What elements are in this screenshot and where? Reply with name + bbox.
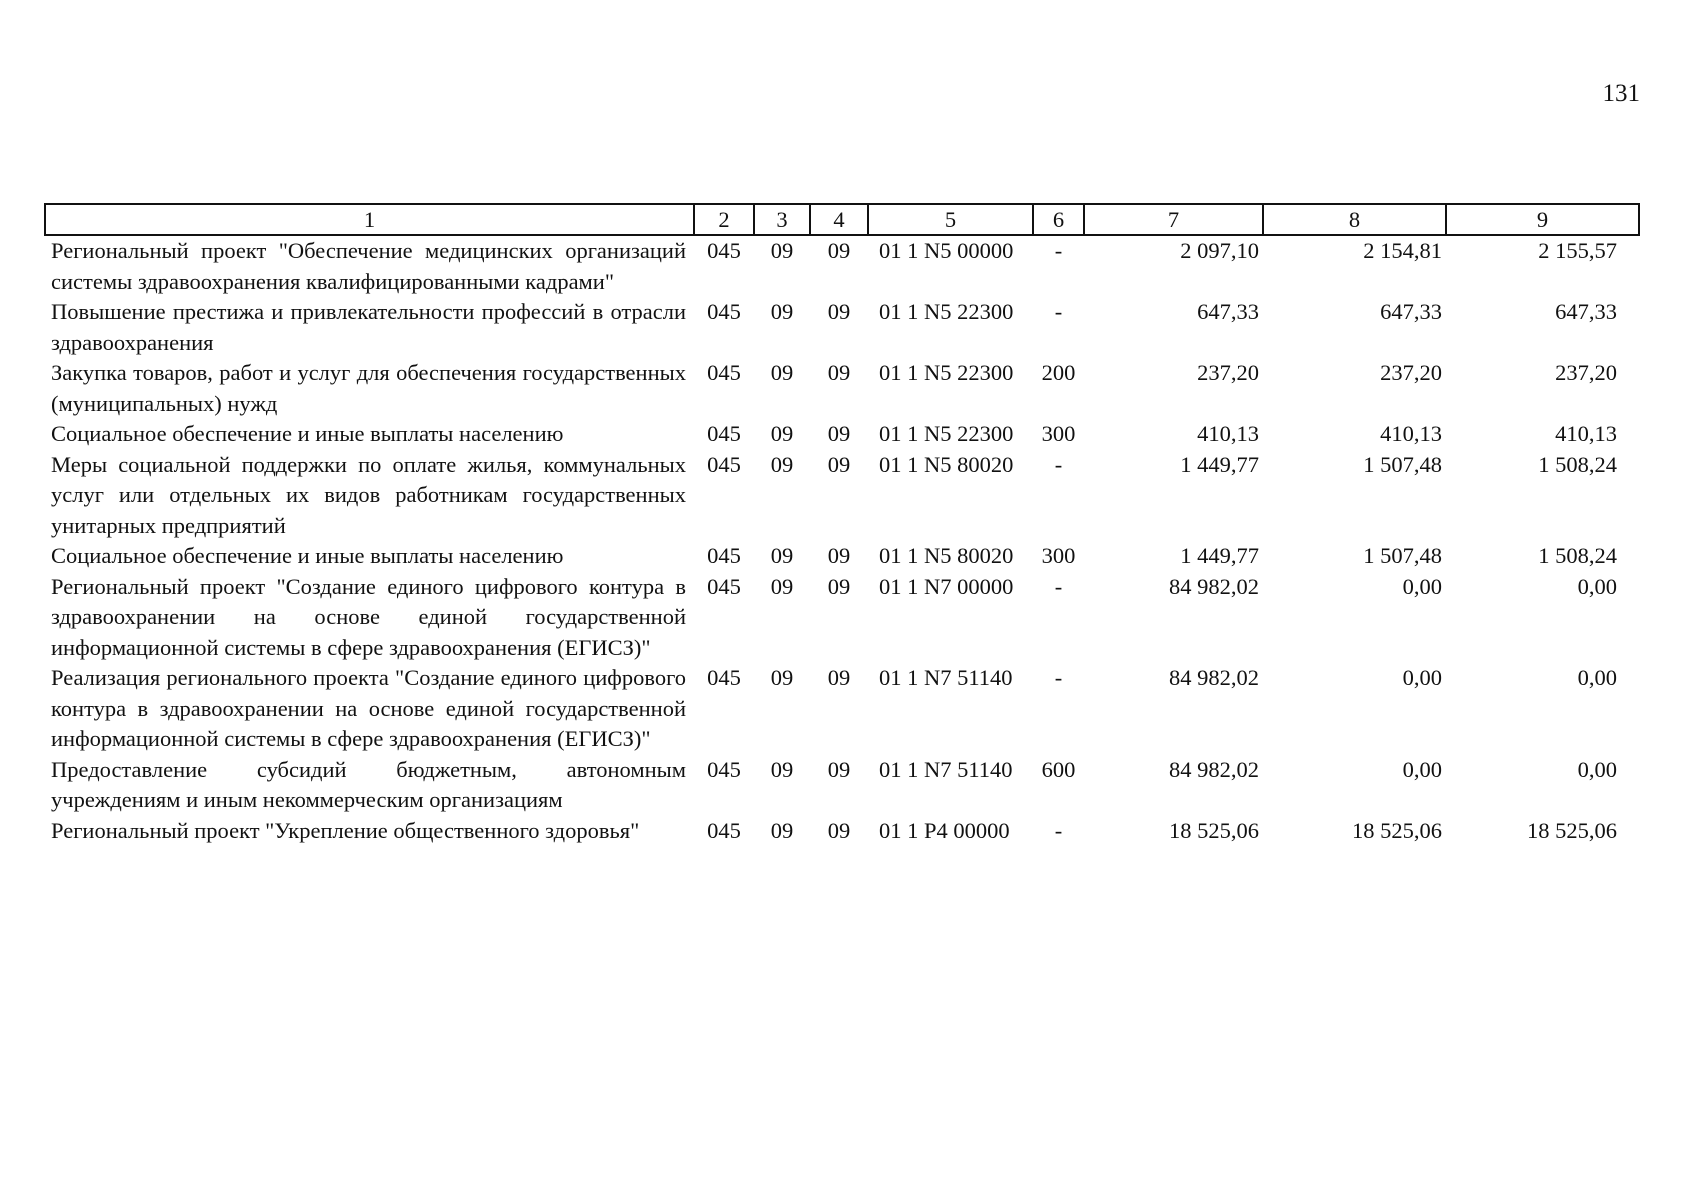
table-row xyxy=(45,450,1639,542)
cell-amount-1: 237,20 xyxy=(1197,360,1259,385)
cell-section: 09 xyxy=(770,665,794,690)
table-row xyxy=(45,816,1639,847)
cell-amount-2: 1 507,48 xyxy=(1363,543,1442,568)
cell-expense-type: 200 xyxy=(1041,360,1076,385)
cell-ministry-code: 045 xyxy=(707,573,741,599)
cell-amount-2: 1 507,48 xyxy=(1363,451,1442,477)
cell-expense-type: 300 xyxy=(1041,543,1076,568)
cell-amount-3: 0,00 xyxy=(1577,573,1617,599)
page-number: 131 xyxy=(1602,80,1640,107)
cell-target-article: 01 1 N5 00000 xyxy=(879,238,1014,263)
cell-section: 09 xyxy=(770,238,794,263)
cell-amount-1: 84 982,02 xyxy=(1169,573,1259,599)
cell-ministry-code: 045 xyxy=(707,360,741,385)
table-row xyxy=(45,358,1639,419)
cell-expense-type: - xyxy=(1054,299,1063,324)
cell-name: Региональный проект "Укрепление общественного здоровья" xyxy=(51,817,640,843)
cell-amount-1: 2 097,10 xyxy=(1180,238,1259,263)
cell-ministry-code: 045 xyxy=(707,543,741,568)
cell-expense-type: - xyxy=(1054,573,1063,599)
cell-target-article: 01 1 N5 22300 xyxy=(879,360,1014,385)
cell-amount-2: 647,33 xyxy=(1380,299,1442,324)
cell-amount-3: 2 155,57 xyxy=(1538,238,1617,263)
cell-amount-1: 18 525,06 xyxy=(1169,817,1259,843)
cell-subsection: 09 xyxy=(827,299,851,324)
cell-amount-3: 647,33 xyxy=(1555,299,1617,324)
cell-ministry-code: 045 xyxy=(707,238,741,263)
cell-target-article: 01 1 N7 51140 xyxy=(879,756,1013,782)
cell-amount-3: 0,00 xyxy=(1577,665,1617,690)
cell-section: 09 xyxy=(770,299,794,324)
header-col-8: 8 xyxy=(1263,204,1446,235)
header-row xyxy=(45,204,1639,235)
cell-amount-3: 237,20 xyxy=(1555,360,1617,385)
cell-amount-1: 1 449,77 xyxy=(1180,451,1259,477)
cell-expense-type: 300 xyxy=(1041,421,1076,446)
cell-amount-2: 2 154,81 xyxy=(1363,238,1442,263)
cell-subsection: 09 xyxy=(827,543,851,568)
cell-name: Региональный проект "Создание единого цифрового контура в здравоохранении на основе единой государственной информационной системы в сфере здравоохранения (ЕГИСЗ)" xyxy=(51,573,686,660)
table-row xyxy=(45,572,1639,664)
cell-amount-3: 1 508,24 xyxy=(1538,543,1617,568)
cell-amount-2: 237,20 xyxy=(1380,360,1442,385)
cell-section: 09 xyxy=(770,451,794,477)
cell-ministry-code: 045 xyxy=(707,421,741,446)
cell-amount-2: 0,00 xyxy=(1402,665,1442,690)
cell-amount-2: 410,13 xyxy=(1380,421,1442,446)
cell-expense-type: 600 xyxy=(1041,756,1076,782)
table-header xyxy=(45,204,1639,235)
header-col-6: 6 xyxy=(1033,204,1084,235)
header-col-7: 7 xyxy=(1084,204,1263,235)
table-body xyxy=(45,235,1639,846)
cell-section: 09 xyxy=(770,573,794,599)
cell-name: Региональный проект "Обеспечение медицинских организаций системы здравоохранения квалифицированными кадрами" xyxy=(51,238,686,294)
cell-amount-2: 0,00 xyxy=(1402,756,1442,782)
cell-subsection: 09 xyxy=(827,665,851,690)
cell-target-article: 01 1 N5 80020 xyxy=(879,543,1014,568)
cell-target-article: 01 1 P4 00000 xyxy=(879,817,1010,843)
cell-ministry-code: 045 xyxy=(707,299,741,324)
cell-target-article: 01 1 N5 22300 xyxy=(879,299,1014,324)
table-row xyxy=(45,541,1639,572)
table-row xyxy=(45,235,1639,297)
cell-section: 09 xyxy=(770,360,794,385)
cell-expense-type: - xyxy=(1054,817,1063,843)
cell-amount-3: 1 508,24 xyxy=(1538,451,1617,477)
cell-name: Закупка товаров, работ и услуг для обеспечения государственных (муниципальных) нужд xyxy=(51,360,686,416)
cell-target-article: 01 1 N5 80020 xyxy=(879,451,1014,477)
cell-section: 09 xyxy=(770,543,794,568)
cell-name: Меры социальной поддержки по оплате жилья, коммунальных услуг или отдельных их видов работникам государственных унитарных предприятий xyxy=(51,451,686,538)
header-col-4: 4 xyxy=(810,204,868,235)
cell-target-article: 01 1 N7 00000 xyxy=(879,573,1014,599)
cell-ministry-code: 045 xyxy=(707,451,741,477)
table-row xyxy=(45,755,1639,816)
cell-name: Повышение престижа и привлекательности профессий в отрасли здравоохранения xyxy=(51,299,686,355)
cell-section: 09 xyxy=(770,421,794,446)
table-row xyxy=(45,663,1639,755)
cell-ministry-code: 045 xyxy=(707,665,741,690)
cell-subsection: 09 xyxy=(827,756,851,782)
table-row xyxy=(45,419,1639,450)
cell-amount-3: 18 525,06 xyxy=(1527,817,1617,843)
cell-subsection: 09 xyxy=(827,238,851,263)
header-col-2: 2 xyxy=(694,204,754,235)
cell-expense-type: - xyxy=(1054,238,1063,263)
cell-subsection: 09 xyxy=(827,573,851,599)
cell-subsection: 09 xyxy=(827,421,851,446)
cell-subsection: 09 xyxy=(827,817,851,843)
cell-amount-3: 0,00 xyxy=(1577,756,1617,782)
cell-section: 09 xyxy=(770,756,794,782)
header-col-1: 1 xyxy=(45,204,694,235)
cell-expense-type: - xyxy=(1054,451,1063,477)
budget-table xyxy=(44,203,1640,846)
cell-amount-2: 18 525,06 xyxy=(1352,817,1442,843)
cell-amount-1: 410,13 xyxy=(1197,421,1259,446)
cell-subsection: 09 xyxy=(827,451,851,477)
cell-amount-3: 410,13 xyxy=(1555,421,1617,446)
cell-expense-type: - xyxy=(1054,665,1063,690)
cell-amount-1: 84 982,02 xyxy=(1169,756,1259,782)
table-row xyxy=(45,297,1639,358)
cell-name: Реализация регионального проекта "Создание единого цифрового контура в здравоохранении на основе единой государственной информационной системы в сфере здравоохранения (ЕГИСЗ)" xyxy=(51,665,686,751)
cell-amount-2: 0,00 xyxy=(1402,573,1442,599)
cell-name: Социальное обеспечение и иные выплаты населению xyxy=(51,421,564,446)
cell-amount-1: 647,33 xyxy=(1197,299,1259,324)
cell-ministry-code: 045 xyxy=(707,817,741,843)
cell-ministry-code: 045 xyxy=(707,756,741,782)
cell-amount-1: 84 982,02 xyxy=(1169,665,1259,690)
cell-amount-1: 1 449,77 xyxy=(1180,543,1259,568)
header-col-5: 5 xyxy=(868,204,1033,235)
cell-name: Предоставление субсидий бюджетным, автономным учреждениям и иным некоммерческим организациям xyxy=(51,756,686,812)
cell-name: Социальное обеспечение и иные выплаты населению xyxy=(51,543,564,568)
cell-target-article: 01 1 N5 22300 xyxy=(879,421,1014,446)
cell-subsection: 09 xyxy=(827,360,851,385)
cell-section: 09 xyxy=(770,817,794,843)
header-col-9: 9 xyxy=(1446,204,1639,235)
header-col-3: 3 xyxy=(754,204,810,235)
cell-target-article: 01 1 N7 51140 xyxy=(879,665,1013,690)
